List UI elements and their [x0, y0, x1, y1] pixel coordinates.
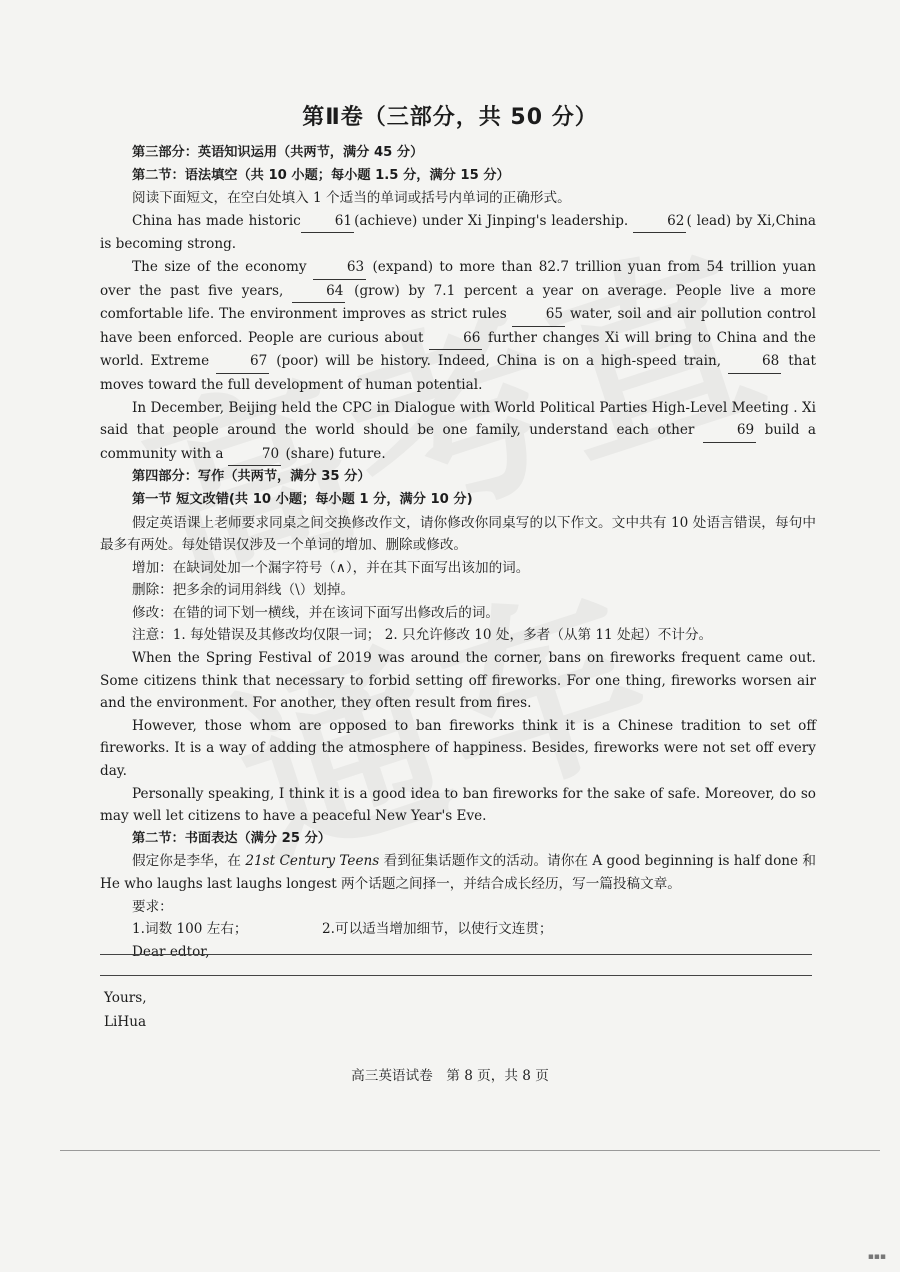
blank-62[interactable]: 62 [633, 210, 686, 234]
letter-greeting: Dear edtor, [132, 943, 210, 960]
requirement-1: 1.词数 100 左右； [132, 921, 248, 938]
essay-paragraph-1[interactable]: When the Spring Festival of 2019 was around the corner, bans on fireworks frequent came out. Some citizens think that necessary to forbid setting off fireworks. For one thing, fireworks worsen air and the environment. For another, they often result from fires. [100, 650, 816, 712]
instruction-add: 增加：在缺词处加一个漏字符号（∧），并在其下面写出该加的词。 [132, 559, 530, 576]
blank-68[interactable]: 68 [728, 350, 781, 374]
instruction-modify: 修改：在错的词下划一横线，并在该词下面写出修改后的词。 [132, 604, 500, 621]
essay-paragraph-2[interactable]: However, those whom are opposed to ban fireworks think it is a Chinese tradition to set off fireworks. It is a way of adding the atmosphere of happiness. Besides, fireworks were not set off every day. [100, 717, 816, 780]
letter-closing: Yours, [104, 990, 147, 1006]
passage-paragraph-1: China has made historic 61 (achieve) under Xi Jinping's leadership. 62 ( lead) by Xi,China is becoming strong. [100, 210, 816, 256]
blank-67[interactable]: 67 [216, 350, 269, 374]
blank-69[interactable]: 69 [703, 419, 756, 443]
correction-section-heading: 第一节 短文改错(共 10 小题；每小题 1 分，满分 10 分) [132, 491, 473, 507]
grammar-instruction: 阅读下面短文，在空白处填入 1 个适当的单词或括号内单词的正确形式。 [132, 190, 571, 207]
letter-signoff [104, 986, 147, 1034]
exam-content [100, 142, 816, 963]
correction-instruction: 假定英语课上老师要求同桌之间交换修改作文，请你修改你同桌写的以下作文。文中共有 10 处语言错误，每句中最多有两处。每处错误仅涉及一个单词的增加、删除或修改。 [100, 514, 816, 554]
grammar-section-heading: 第二节：语法填空（共 10 小题；每小题 1.5 分，满分 15 分） [132, 167, 510, 183]
blank-63[interactable]: 63 [313, 256, 366, 280]
writing-section-heading: 第二节：书面表达（满分 25 分） [132, 830, 331, 846]
answer-line[interactable] [100, 955, 812, 976]
part4-heading: 第四部分：写作（共两节，满分 35 分） [132, 469, 371, 485]
passage-paragraph-2: The size of the economy 63 (expand) to more than 82.7 trillion yuan from 54 trillion yuan over the past five years, 64 (grow) by 7.1 percent a year on average. People live a more comfortable life. The environment improves as strict rules 65 water, soil and air pollution control have been enforced. People are curious about 66 further changes Xi will bring to China and the world. Extreme 67 (poor) will be history. Indeed, China is on a high-speed train, 68 that moves toward the full development of human potential. [100, 256, 816, 397]
magazine-name: 21st Century Teens [245, 853, 380, 870]
passage-paragraph-3: In December, Beijing held the CPC in Dialogue with World Political Parties High-Level Meeting . Xi said that people around the world should be one family, understand each other 69 build a community with a 70 (share) future. [100, 397, 816, 467]
blank-64[interactable]: 64 [292, 280, 345, 304]
corner-logo: ▪▪▪ [867, 1252, 886, 1262]
instruction-note: 注意：1. 每处错误及其修改均仅限一词； 2. 只允许修改 10 处，多者（从第 11 处起）不计分。 [132, 627, 713, 644]
essay-paragraph-3[interactable]: Personally speaking, I think it is a good idea to ban fireworks for the sake of safe. Moreover, do so may well let citizens to have a peaceful New Year's Eve. [100, 785, 816, 825]
page-footer: 高三英语试卷 第 8 页，共 8 页 [351, 1068, 549, 1084]
blank-70[interactable]: 70 [228, 443, 281, 467]
letter-signature: LiHua [104, 1014, 147, 1030]
instruction-delete: 删除：把多余的词用斜线（\）划掉。 [132, 582, 355, 599]
writing-task: 假定你是李华，在 21st Century Teens 看到征集话题作文的活动。请你在 A good beginning is half done 和 He who laughs last laughs longest 两个话题之间择一，并结合成长经历，写一篇投稿文章。 [100, 853, 817, 892]
answer-lines[interactable] [100, 934, 812, 976]
blank-61[interactable]: 61 [301, 210, 354, 234]
answer-line[interactable] [100, 934, 812, 955]
blank-65[interactable]: 65 [512, 303, 565, 327]
part3-heading: 第三部分：英语知识运用（共两节，满分 45 分） [132, 145, 424, 160]
requirement-2: 2.可以适当增加细节，以使行文连贯； [322, 921, 553, 938]
bottom-divider [60, 1150, 880, 1151]
requirements-label: 要求： [132, 898, 173, 915]
page-title: 第Ⅱ卷（三部分，共 50 分） [302, 105, 598, 130]
blank-66[interactable]: 66 [429, 327, 482, 351]
